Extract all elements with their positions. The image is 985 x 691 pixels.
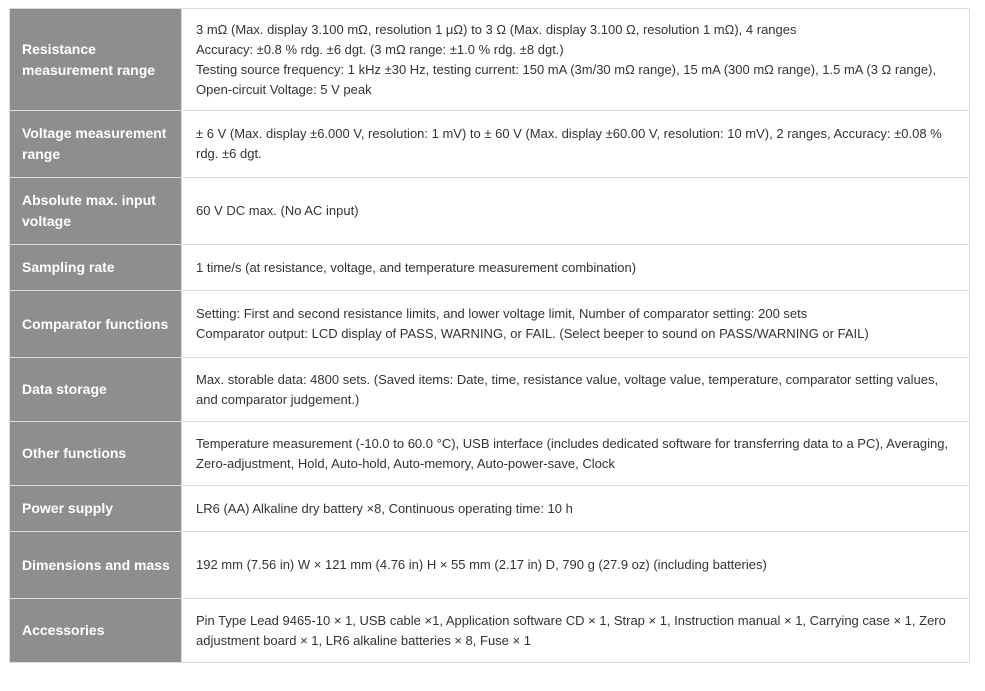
spec-row-other-functions	[10, 422, 970, 486]
spec-row-data-storage	[10, 358, 970, 422]
spec-value-line: Comparator output: LCD display of PASS, WARNING, or FAIL. (Select beeper to sound on PASS/WARNING or FAIL)	[196, 326, 869, 341]
spec-label: Voltage measurement range	[10, 111, 182, 178]
spec-row-power-supply	[10, 486, 970, 532]
spec-row-max-input-voltage	[10, 178, 970, 245]
spec-label: Comparator functions	[10, 291, 182, 358]
spec-value-line: Testing source frequency: 1 kHz ±30 Hz, testing current: 150 mA (3m/30 mΩ range), 15 mA (300 mΩ range), 1.5 mA (3 Ω range),	[196, 61, 937, 77]
spec-value	[182, 358, 970, 422]
spec-value-line: LR6 (AA) Alkaline dry battery ×8, Continuous operating time: 10 h	[196, 500, 573, 516]
spec-value-line: Accuracy: ±0.8 % rdg. ±6 dgt. (3 mΩ range: ±1.0 % rdg. ±8 dgt.)	[196, 41, 564, 57]
spec-row-resistance-range	[10, 9, 970, 111]
specifications-table	[9, 8, 970, 663]
spec-row-comparator-functions	[10, 291, 970, 358]
spec-row-sampling-rate	[10, 245, 970, 291]
spec-value-line: Setting: First and second resistance limits, and lower voltage limit, Number of comparator setting: 200 sets	[196, 306, 808, 321]
spec-value	[182, 111, 970, 178]
spec-value	[182, 422, 970, 486]
spec-label: Absolute max. input voltage	[10, 178, 182, 245]
spec-value-line: Pin Type Lead 9465-10 × 1, USB cable ×1, Application software CD × 1, Strap × 1, Instruction manual × 1, Carrying case × 1, Zero adjustment board × 1, LR6 alkaline batteries × 8, Fuse × 1	[196, 612, 946, 648]
spec-label: Resistance measurement range	[10, 9, 182, 111]
spec-value	[182, 291, 970, 358]
spec-value-line: 1 time/s (at resistance, voltage, and temperature measurement combination)	[196, 259, 637, 275]
spec-value	[182, 9, 970, 111]
spec-label: Sampling rate	[10, 245, 182, 291]
spec-label: Power supply	[10, 486, 182, 532]
spec-value-line: 192 mm (7.56 in) W × 121 mm (4.76 in) H × 55 mm (2.17 in) D, 790 g (27.9 oz) (including batteries)	[196, 557, 767, 572]
spec-label: Other functions	[10, 422, 182, 486]
spec-value-line: Open-circuit Voltage: 5 V peak	[196, 81, 372, 97]
spec-value	[182, 245, 970, 291]
spec-value	[182, 532, 970, 599]
spec-row-dimensions-mass	[10, 532, 970, 599]
spec-row-accessories	[10, 599, 970, 663]
spec-value-line: Max. storable data: 4800 sets. (Saved items: Date, time, resistance value, voltage value, temperature, comparator setting values, and comparator judgement.)	[196, 371, 939, 407]
spec-row-voltage-range	[10, 111, 970, 178]
spec-value-line: ± 6 V (Max. display ±6.000 V, resolution: 1 mV) to ± 60 V (Max. display ±60.00 V, resolution: 10 mV), 2 ranges, Accuracy: ±0.08 % rdg. ±6 dgt.	[196, 126, 942, 161]
spec-value-line: Temperature measurement (-10.0 to 60.0 °C), USB interface (includes dedicated software for transferring data to a PC), Averaging, Zero-adjustment, Hold, Auto-hold, Auto-memory, Auto-power-save, Clock	[196, 435, 949, 471]
spec-label: Data storage	[10, 358, 182, 422]
spec-label: Accessories	[10, 599, 182, 663]
spec-value-line: 60 V DC max. (No AC input)	[196, 203, 359, 218]
spec-value	[182, 599, 970, 663]
spec-value	[182, 486, 970, 532]
spec-value-line: 3 mΩ (Max. display 3.100 mΩ, resolution 1 μΩ) to 3 Ω (Max. display 3.100 Ω, resolution 1 mΩ), 4 ranges	[196, 21, 797, 37]
spec-value	[182, 178, 970, 245]
spec-label: Dimensions and mass	[10, 532, 182, 599]
